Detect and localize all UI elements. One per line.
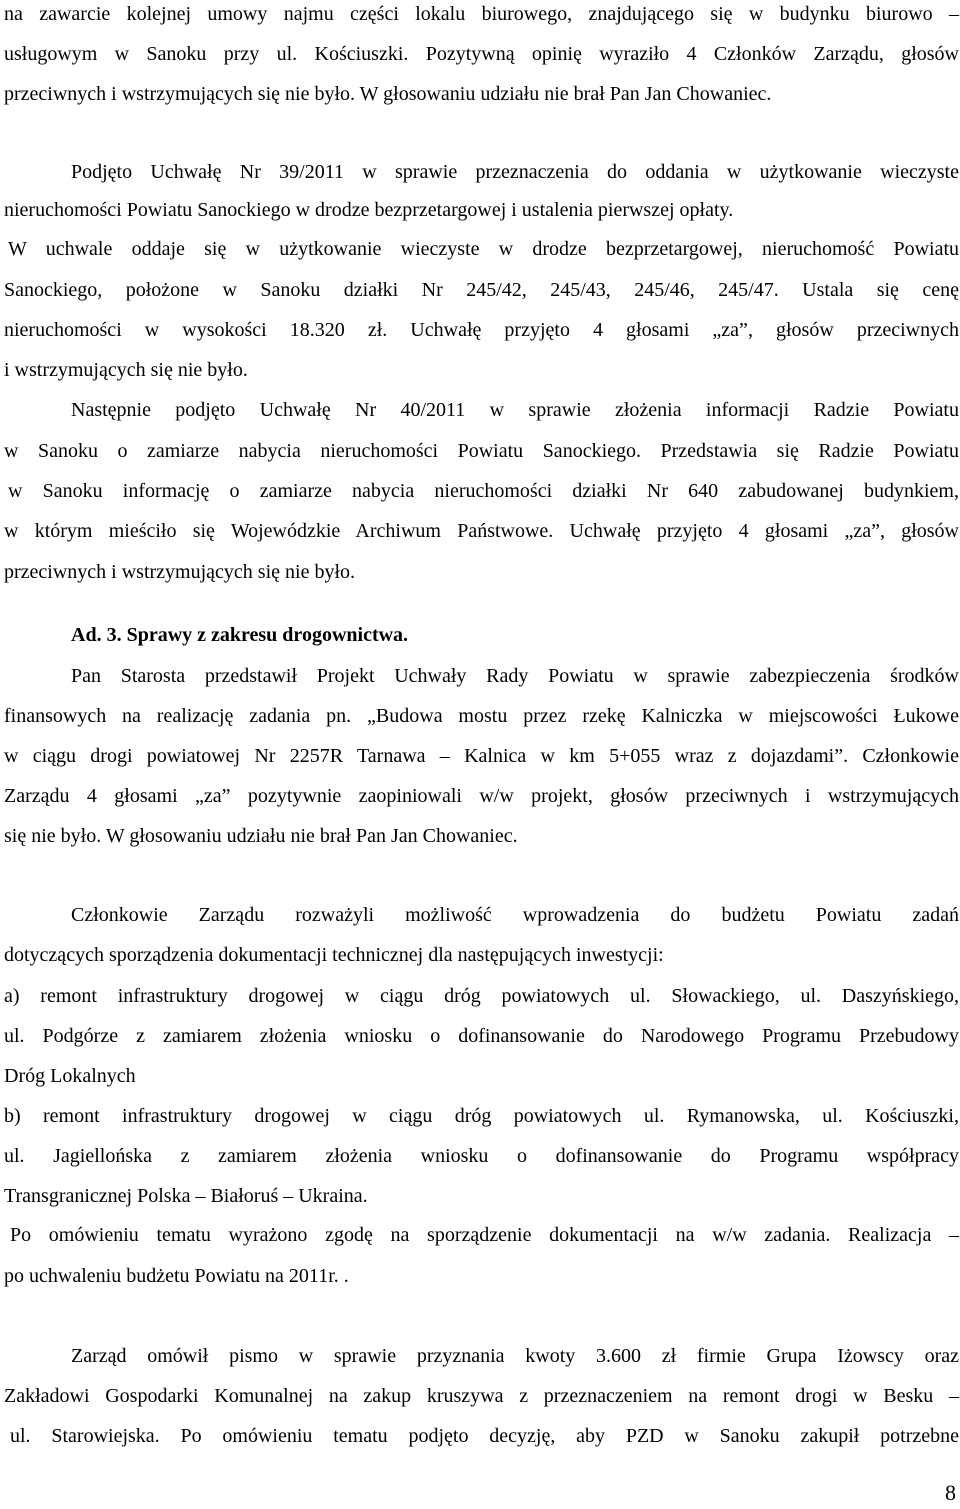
text-line: finansowych na realizację zadania pn. „Budowa mostu przez rzekę Kalniczka w miejscowości Łukowe [4,705,959,727]
text-line: ul. Starowiejska. Po omówieniu tematu podjęto decyzję, aby PZD w Sanoku zakupił potrzebne [10,1425,959,1447]
text-line: Sanockiego, położone w Sanoku działki Nr 245/42, 245/43, 245/46, 245/47. Ustala się cenę [4,279,959,301]
text-line: nieruchomości Powiatu Sanockiego w drodze bezprzetargowej i ustalenia pierwszej opłaty. [4,199,734,221]
text-line: Następnie podjęto Uchwałę Nr 40/2011 w sprawie złożenia informacji Radzie Powiatu [71,399,959,421]
text-line: a) remont infrastruktury drogowej w ciągu dróg powiatowych ul. Słowackiego, ul. Daszyńskiego, [4,985,959,1007]
text-line: dotyczących sporządzenia dokumentacji technicznej dla następujących inwestycji: [4,944,664,966]
text-line: przeciwnych i wstrzymujących się nie było. [4,561,355,583]
page-number: 8 [945,1480,956,1505]
text-line: Pan Starosta przedstawił Projekt Uchwały Rady Powiatu w sprawie zabezpieczenia środków [71,665,959,687]
text-line: i wstrzymujących się nie było. [4,359,248,381]
text-line: W uchwale oddaje się w użytkowanie wieczyste w drodze bezprzetargowej, nieruchomość Powiatu [8,238,959,260]
text-line: w którym mieściło się Wojewódzkie Archiwum Państwowe. Uchwałę przyjęto 4 głosami „za”, głosów [4,520,959,542]
text-line: na zawarcie kolejnej umowy najmu części lokalu biurowego, znajdującego się w budynku biurowo – [4,3,959,25]
section-heading: Ad. 3. Sprawy z zakresu drogownictwa. [71,624,409,646]
text-line: Zarządu 4 głosami „za” pozytywnie zaopiniowali w/w projekt, głosów przeciwnych i wstrzymujących [4,785,959,807]
text-line: Dróg Lokalnych [4,1065,136,1087]
text-line: w Sanoku informację o zamiarze nabycia nieruchomości działki Nr 640 zabudowanej budynkiem, [8,480,959,502]
text-line: Zakładowi Gospodarki Komunalnej na zakup kruszywa z przeznaczeniem na remont drogi w Besku – [4,1385,959,1407]
text-line: nieruchomości w wysokości 18.320 zł. Uchwałę przyjęto 4 głosami „za”, głosów przeciwnych [4,319,959,341]
text-line: w ciągu drogi powiatowej Nr 2257R Tarnawa – Kalnica w km 5+055 wraz z dojazdami”. Członkowie [4,745,959,767]
text-line: w Sanoku o zamiarze nabycia nieruchomości Powiatu Sanockiego. Przedstawia się Radzie Powiatu [4,440,959,462]
text-line: Po omówieniu tematu wyrażono zgodę na sporządzenie dokumentacji na w/w zadania. Realizacja – [10,1224,959,1246]
text-line: usługowym w Sanoku przy ul. Kościuszki. Pozytywną opinię wyraziło 4 Członków Zarządu, głosów [4,43,959,65]
text-line: przeciwnych i wstrzymujących się nie było. W głosowaniu udziału nie brał Pan Jan Chowaniec. [4,83,772,105]
text-line: Członkowie Zarządu rozważyli możliwość wprowadzenia do budżetu Powiatu zadań [71,904,959,926]
text-line: po uchwaleniu budżetu Powiatu na 2011r. . [4,1265,349,1287]
text-line: się nie było. W głosowaniu udziału nie brał Pan Jan Chowaniec. [4,825,518,847]
text-line: ul. Jagiellońska z zamiarem złożenia wniosku o dofinansowanie do Programu współpracy [4,1145,959,1167]
text-line: Transgranicznej Polska – Białoruś – Ukraina. [4,1185,368,1207]
text-line: Podjęto Uchwałę Nr 39/2011 w sprawie przeznaczenia do oddania w użytkowanie wieczyste [71,161,959,183]
text-line: Zarząd omówił pismo w sprawie przyznania kwoty 3.600 zł firmie Grupa Iżowscy oraz [71,1345,959,1367]
text-line: ul. Podgórze z zamiarem złożenia wniosku o dofinansowanie do Narodowego Programu Przebudowy [4,1025,959,1047]
text-line: b) remont infrastruktury drogowej w ciągu dróg powiatowych ul. Rymanowska, ul. Kościuszki, [4,1105,959,1127]
